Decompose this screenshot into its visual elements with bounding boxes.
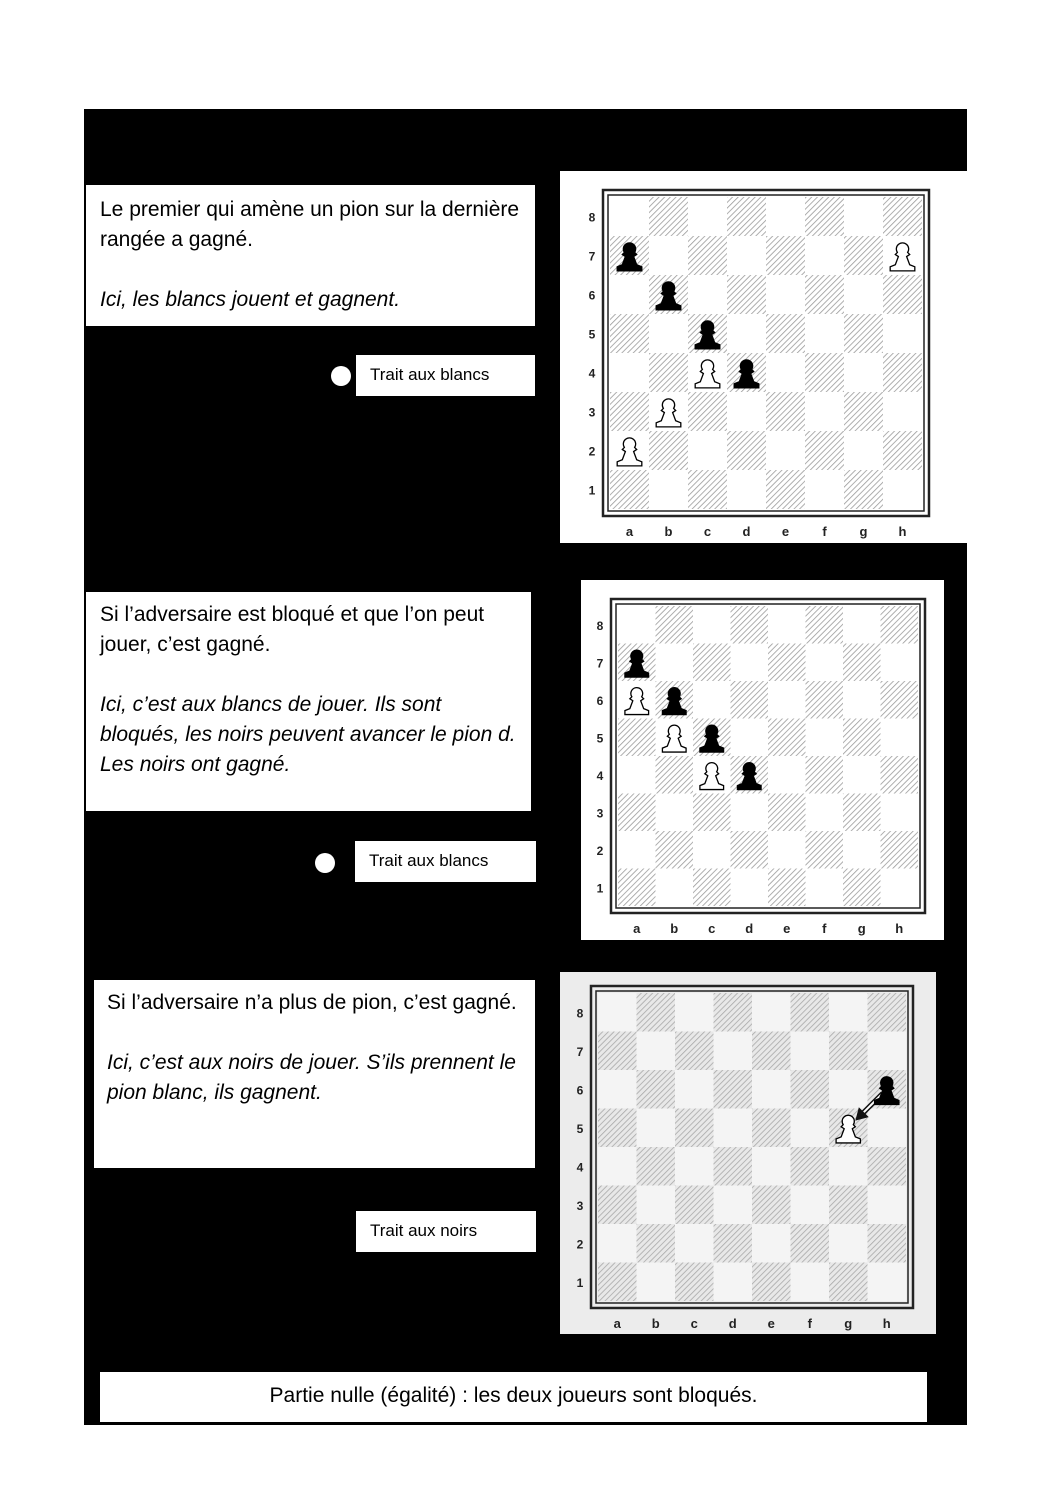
chessboard-3 xyxy=(560,972,936,1334)
square-d1 xyxy=(731,869,769,907)
rank-label: 3 xyxy=(588,405,596,420)
square-d6 xyxy=(714,1070,753,1109)
square-c8 xyxy=(688,197,727,236)
square-h4 xyxy=(868,1147,907,1186)
file-label: f xyxy=(807,1316,812,1331)
rank-label: 5 xyxy=(588,327,596,342)
square-c1 xyxy=(675,1263,714,1302)
square-e8 xyxy=(752,993,791,1032)
square-g4 xyxy=(829,1147,868,1186)
square-f3 xyxy=(791,1186,830,1225)
square-f1 xyxy=(805,470,844,509)
square-b6 xyxy=(637,1070,676,1109)
square-h1 xyxy=(883,470,922,509)
square-h8 xyxy=(868,993,907,1032)
square-d8 xyxy=(727,197,766,236)
square-f1 xyxy=(791,1263,830,1302)
square-h1 xyxy=(868,1263,907,1302)
square-g3 xyxy=(843,794,881,832)
square-a6 xyxy=(598,1070,637,1109)
square-a4 xyxy=(618,756,656,794)
square-b3 xyxy=(637,1186,676,1225)
square-c3 xyxy=(675,1186,714,1225)
square-h3 xyxy=(881,794,919,832)
square-b5 xyxy=(637,1109,676,1148)
square-d3 xyxy=(714,1186,753,1225)
square-g5 xyxy=(843,719,881,757)
square-b4 xyxy=(637,1147,676,1186)
rule-text-2: Si l’adversaire est bloqué et que l’on peut jouer, c’est gagné. xyxy=(100,603,485,656)
square-b3 xyxy=(656,794,694,832)
square-d5 xyxy=(727,314,766,353)
rank-label: 2 xyxy=(596,843,604,858)
rule-box-2 xyxy=(86,592,531,811)
rank-label: 5 xyxy=(596,731,604,746)
rank-label: 6 xyxy=(588,288,596,303)
rank-label: 6 xyxy=(576,1083,584,1098)
file-label: d xyxy=(742,524,751,539)
file-label: c xyxy=(690,1316,698,1331)
square-b1 xyxy=(656,869,694,907)
square-e2 xyxy=(766,431,805,470)
square-h8 xyxy=(881,606,919,644)
square-a5 xyxy=(598,1109,637,1148)
file-label: e xyxy=(767,1316,775,1331)
square-f6 xyxy=(805,275,844,314)
turn-label-1: Trait aux blancs xyxy=(356,355,535,396)
file-label: e xyxy=(781,524,790,539)
rank-label: 7 xyxy=(596,656,604,671)
square-h5 xyxy=(883,314,922,353)
square-g2 xyxy=(844,431,883,470)
square-g6 xyxy=(844,275,883,314)
square-e8 xyxy=(768,606,806,644)
square-b7 xyxy=(656,644,694,682)
square-a3 xyxy=(598,1186,637,1225)
file-label: h xyxy=(882,1316,891,1331)
file-label: d xyxy=(745,921,754,936)
square-d7 xyxy=(731,644,769,682)
rule-box-1 xyxy=(86,185,535,326)
square-e5 xyxy=(766,314,805,353)
square-g2 xyxy=(843,831,881,869)
square-f5 xyxy=(806,719,844,757)
square-b2 xyxy=(649,431,688,470)
square-h3 xyxy=(868,1186,907,1225)
square-g6 xyxy=(829,1070,868,1109)
rank-label: 5 xyxy=(576,1121,584,1136)
square-h7 xyxy=(881,644,919,682)
square-f4 xyxy=(791,1147,830,1186)
chessboard-svg-1 xyxy=(560,171,967,543)
square-e3 xyxy=(768,794,806,832)
square-d4 xyxy=(714,1147,753,1186)
square-c4 xyxy=(675,1147,714,1186)
square-b4 xyxy=(649,353,688,392)
square-e8 xyxy=(766,197,805,236)
rule-text-1: Le premier qui amène un pion sur la dernière rangée a gagné. xyxy=(100,198,520,251)
square-c1 xyxy=(693,869,731,907)
square-f4 xyxy=(806,756,844,794)
square-g3 xyxy=(844,392,883,431)
rank-label: 7 xyxy=(576,1044,584,1059)
rank-label: 3 xyxy=(596,806,604,821)
square-f1 xyxy=(806,869,844,907)
file-label: h xyxy=(895,921,904,936)
file-label: a xyxy=(625,524,634,539)
square-a1 xyxy=(598,1263,637,1302)
square-e3 xyxy=(766,392,805,431)
rank-label: 4 xyxy=(588,366,596,381)
square-d6 xyxy=(731,681,769,719)
square-e2 xyxy=(752,1224,791,1263)
square-f3 xyxy=(805,392,844,431)
square-d6 xyxy=(727,275,766,314)
square-e2 xyxy=(768,831,806,869)
square-d7 xyxy=(714,1032,753,1071)
square-f4 xyxy=(805,353,844,392)
square-f7 xyxy=(805,236,844,275)
square-a1 xyxy=(618,869,656,907)
rank-label: 3 xyxy=(576,1198,584,1213)
square-b4 xyxy=(656,756,694,794)
rank-label: 8 xyxy=(576,1006,584,1021)
square-a3 xyxy=(618,794,656,832)
square-g8 xyxy=(843,606,881,644)
square-c3 xyxy=(693,794,731,832)
square-h5 xyxy=(881,719,919,757)
square-a8 xyxy=(618,606,656,644)
square-g7 xyxy=(844,236,883,275)
square-c2 xyxy=(675,1224,714,1263)
rank-label: 4 xyxy=(576,1160,584,1175)
rank-label: 6 xyxy=(596,693,604,708)
square-h4 xyxy=(883,353,922,392)
square-d2 xyxy=(731,831,769,869)
square-e4 xyxy=(768,756,806,794)
square-d1 xyxy=(714,1263,753,1302)
square-e6 xyxy=(766,275,805,314)
rank-label: 8 xyxy=(596,618,604,633)
square-b2 xyxy=(656,831,694,869)
rank-label: 1 xyxy=(596,881,604,896)
square-d5 xyxy=(714,1109,753,1148)
square-a2 xyxy=(598,1224,637,1263)
square-c6 xyxy=(693,681,731,719)
square-h8 xyxy=(883,197,922,236)
square-h4 xyxy=(881,756,919,794)
file-label: a xyxy=(633,921,641,936)
square-g8 xyxy=(829,993,868,1032)
rank-label: 7 xyxy=(588,249,596,264)
square-d2 xyxy=(714,1224,753,1263)
square-c3 xyxy=(688,392,727,431)
square-f2 xyxy=(805,431,844,470)
square-d1 xyxy=(727,470,766,509)
square-a2 xyxy=(618,831,656,869)
square-f2 xyxy=(806,831,844,869)
square-h6 xyxy=(883,275,922,314)
square-e1 xyxy=(752,1263,791,1302)
square-e6 xyxy=(768,681,806,719)
square-c8 xyxy=(693,606,731,644)
file-label: b xyxy=(651,1316,660,1331)
square-c6 xyxy=(688,275,727,314)
rank-label: 4 xyxy=(596,768,604,783)
square-b1 xyxy=(637,1263,676,1302)
square-g4 xyxy=(844,353,883,392)
square-g8 xyxy=(844,197,883,236)
turn-label-3: Trait aux noirs xyxy=(356,1211,536,1252)
turn-dot-2 xyxy=(315,853,335,873)
square-e3 xyxy=(752,1186,791,1225)
square-e5 xyxy=(768,719,806,757)
square-c7 xyxy=(688,236,727,275)
file-label: c xyxy=(708,921,716,936)
turn-dot-1 xyxy=(331,366,351,386)
rank-label: 8 xyxy=(588,210,596,225)
square-d5 xyxy=(731,719,769,757)
file-label: b xyxy=(670,921,679,936)
square-c8 xyxy=(675,993,714,1032)
square-f7 xyxy=(806,644,844,682)
square-e7 xyxy=(766,236,805,275)
square-f5 xyxy=(791,1109,830,1148)
rule-text-3: Si l’adversaire n’a plus de pion, c’est gagné. xyxy=(107,991,517,1014)
turn-label-2: Trait aux blancs xyxy=(355,841,536,882)
square-c5 xyxy=(675,1109,714,1148)
square-f8 xyxy=(791,993,830,1032)
square-h5 xyxy=(868,1109,907,1148)
square-h2 xyxy=(868,1224,907,1263)
square-f2 xyxy=(791,1224,830,1263)
file-label: g xyxy=(844,1316,853,1331)
chessboard-svg-2 xyxy=(581,580,944,940)
rank-label: 1 xyxy=(588,483,596,498)
square-g4 xyxy=(843,756,881,794)
square-b8 xyxy=(656,606,694,644)
square-a4 xyxy=(598,1147,637,1186)
rank-label: 2 xyxy=(588,444,596,459)
square-f8 xyxy=(806,606,844,644)
square-d2 xyxy=(727,431,766,470)
square-g1 xyxy=(829,1263,868,1302)
square-d3 xyxy=(727,392,766,431)
square-g3 xyxy=(829,1186,868,1225)
square-a5 xyxy=(610,314,649,353)
square-a7 xyxy=(598,1032,637,1071)
square-e1 xyxy=(766,470,805,509)
square-c2 xyxy=(688,431,727,470)
square-h6 xyxy=(881,681,919,719)
rank-label: 1 xyxy=(576,1275,584,1290)
file-label: e xyxy=(783,921,791,936)
square-h3 xyxy=(883,392,922,431)
square-g5 xyxy=(844,314,883,353)
square-d7 xyxy=(727,236,766,275)
square-d3 xyxy=(731,794,769,832)
square-a8 xyxy=(598,993,637,1032)
rule-box-3 xyxy=(94,980,535,1168)
file-label: f xyxy=(822,921,827,936)
chessboard-svg-3 xyxy=(560,972,936,1334)
square-h7 xyxy=(868,1032,907,1071)
example-text-3: Ici, c’est aux noirs de jouer. S’ils prennent le pion blanc, ils gagnent. xyxy=(107,1051,516,1104)
draw-rule-footer: Partie nulle (égalité) : les deux joueurs sont bloqués. xyxy=(100,1372,927,1422)
square-d8 xyxy=(714,993,753,1032)
square-f6 xyxy=(791,1070,830,1109)
square-e6 xyxy=(752,1070,791,1109)
square-e4 xyxy=(752,1147,791,1186)
square-e1 xyxy=(768,869,806,907)
file-label: b xyxy=(664,524,673,539)
square-e7 xyxy=(752,1032,791,1071)
square-a1 xyxy=(610,470,649,509)
file-label: a xyxy=(613,1316,621,1331)
square-f8 xyxy=(805,197,844,236)
square-f7 xyxy=(791,1032,830,1071)
square-c2 xyxy=(693,831,731,869)
square-g6 xyxy=(843,681,881,719)
square-b5 xyxy=(649,314,688,353)
square-c7 xyxy=(693,644,731,682)
square-b1 xyxy=(649,470,688,509)
file-label: h xyxy=(898,524,907,539)
square-g7 xyxy=(843,644,881,682)
square-g2 xyxy=(829,1224,868,1263)
square-a4 xyxy=(610,353,649,392)
square-b8 xyxy=(649,197,688,236)
chessboard-2 xyxy=(581,580,944,940)
file-label: c xyxy=(703,524,712,539)
square-b8 xyxy=(637,993,676,1032)
square-e7 xyxy=(768,644,806,682)
square-g1 xyxy=(843,869,881,907)
example-text-2: Ici, c’est aux blancs de jouer. Ils sont bloqués, les noirs peuvent avancer le pion d. Les noirs ont gagné. xyxy=(100,693,516,776)
file-label: d xyxy=(728,1316,737,1331)
square-e5 xyxy=(752,1109,791,1148)
square-c7 xyxy=(675,1032,714,1071)
file-label: g xyxy=(859,524,868,539)
square-b7 xyxy=(637,1032,676,1071)
square-g7 xyxy=(829,1032,868,1071)
square-h2 xyxy=(881,831,919,869)
file-label: g xyxy=(857,921,866,936)
square-f6 xyxy=(806,681,844,719)
square-c1 xyxy=(688,470,727,509)
square-a3 xyxy=(610,392,649,431)
square-b7 xyxy=(649,236,688,275)
square-h2 xyxy=(883,431,922,470)
example-text-1: Ici, les blancs jouent et gagnent. xyxy=(100,288,401,311)
square-a5 xyxy=(618,719,656,757)
square-b2 xyxy=(637,1224,676,1263)
square-a8 xyxy=(610,197,649,236)
square-f3 xyxy=(806,794,844,832)
square-d8 xyxy=(731,606,769,644)
square-f5 xyxy=(805,314,844,353)
file-label: f xyxy=(822,524,827,539)
square-a6 xyxy=(610,275,649,314)
chessboard-1 xyxy=(560,171,967,543)
rank-label: 2 xyxy=(576,1237,584,1252)
square-e4 xyxy=(766,353,805,392)
square-g1 xyxy=(844,470,883,509)
square-h1 xyxy=(881,869,919,907)
square-c6 xyxy=(675,1070,714,1109)
